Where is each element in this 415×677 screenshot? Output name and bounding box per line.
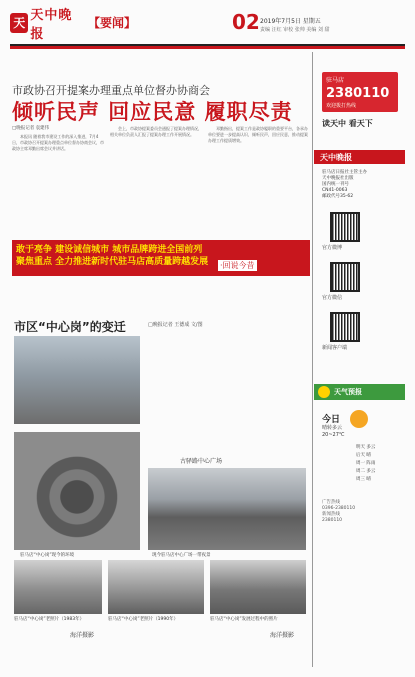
issue-date: 2019年7月5日 星期五 — [260, 18, 321, 25]
today-temp: 20~27℃ — [322, 432, 345, 438]
page-number: 02 — [232, 10, 260, 34]
feature-byline: □晚报记者 王德成 文/图 — [148, 322, 203, 328]
wechat-qr-icon — [330, 262, 360, 292]
masthead-rule — [10, 46, 405, 49]
app-qr-icon — [330, 312, 360, 342]
qr-label: 官方微博 — [322, 245, 343, 251]
info-line: 驻马店日报社主管主办 — [322, 170, 367, 175]
banner-line-2: 聚焦重点 全力推进新时代驻马店高质量跨越发展 — [16, 257, 209, 267]
photo-street-night — [148, 468, 306, 550]
photo-caption: 驻马店“中心岗”发展过程中的照片 — [210, 617, 278, 622]
ad-number: 2380110 — [326, 86, 390, 101]
weibo-qr-icon — [330, 212, 360, 242]
photo-caption: 驻马店“中心岗”老照片（1990年） — [108, 617, 179, 622]
contact-line: 广告热线 — [322, 500, 340, 505]
photo-1983 — [14, 560, 102, 614]
qr-label: 新闻客户端 — [322, 345, 348, 351]
watch-slogan: 读天中 看天下 — [322, 119, 373, 128]
lead-paragraph: 邓勤指出，提案工作是政协履职的重要平台，各承办单位要进一步提高认识，倾听民声，回应民意，推动提案办理工作提质增效。 — [208, 126, 308, 143]
photo-roundabout — [14, 432, 140, 550]
lead-byline: □晚报记者 袁建伟 — [12, 126, 50, 131]
forecast-row: 周一 阵雨 — [356, 461, 376, 466]
lead-column-2 — [110, 126, 202, 140]
lead-paragraph: 会上，市政协提案委员会通报了提案办理情况，相关单位负责人汇报了提案办理工作开展情况。 — [110, 126, 202, 137]
info-line: 天中晚报社出版 — [322, 176, 354, 181]
banner-subtitle: ·回说今昔 — [220, 261, 255, 270]
photo-caption: 驻马店“中心岗”现今的环境 — [20, 553, 75, 558]
lead-kicker: 市政协召开提案办理重点单位督办协商会 — [12, 84, 210, 97]
contact-line: 0396-2380110 — [322, 506, 356, 511]
lead-headline: 倾听民声 回应民意 履职尽责 — [12, 100, 293, 124]
banner-line-1: 敢于亮争 建设诚信城市 城市品牌跨进全国前列 — [16, 245, 203, 255]
contact-line: 2380110 — [322, 518, 343, 523]
editor-line: 责编 汪红 审校 张帅 美编 刘 甜 — [260, 27, 330, 33]
forecast-row: 明天 多云 — [356, 445, 376, 450]
photo-credit: 海洋摄影 — [270, 632, 295, 639]
photo-center-square — [14, 336, 140, 424]
photo-progress — [210, 560, 306, 614]
forecast-row: 周三 晴 — [356, 477, 371, 482]
photo-caption: 现今驻马店中心广场一带夜景 — [152, 553, 211, 558]
lead-column-1 — [12, 126, 104, 154]
logo-mark: 天 — [10, 13, 28, 33]
today-label: 今日 — [322, 415, 341, 425]
lead-paragraph: 本报讯 随着我市建设工作的深入推进，7月4日，市政协召开提案办理重点单位督办协商会议，市政协主席邓勤出席会议并讲话。 — [12, 134, 104, 151]
watch-bar — [314, 150, 405, 164]
info-line: 国内统一刊号 — [322, 182, 349, 187]
ad-note: 欢迎拨打热线 — [326, 103, 357, 109]
ad-title: 驻马店 — [326, 77, 345, 84]
hotline-ad — [322, 72, 398, 112]
photo-1990 — [108, 560, 204, 614]
section-label: 【要闻】 — [88, 16, 137, 30]
lead-column-3 — [208, 126, 308, 146]
weather-sun-icon — [318, 386, 330, 398]
forecast-row: 周二 多云 — [356, 469, 376, 474]
masthead — [10, 8, 405, 46]
today-weather: 晴转多云 — [322, 425, 343, 431]
contact-line: 新闻热线 — [322, 512, 340, 517]
weather-bar-label: 天气预报 — [334, 388, 362, 396]
forecast-row: 后天 晴 — [356, 453, 371, 458]
contact-block — [322, 500, 355, 524]
watch-bar-label: 天中晚报 — [320, 153, 352, 162]
info-line: 邮政代号35-62 — [322, 194, 354, 199]
slogan-banner — [12, 240, 310, 276]
info-line: CN41-0063 — [322, 188, 348, 193]
feature-title: 市区“中心岗”的变迁 — [14, 320, 126, 334]
photo-credit: 古驿路中心广场 — [180, 458, 223, 465]
paper-logo — [10, 8, 82, 42]
publisher-info — [322, 170, 367, 200]
photo-caption: 驻马店“中心岗”老照片（1983年） — [14, 617, 85, 622]
qr-label: 官方微信 — [322, 295, 343, 301]
paper-name: 天中晚报 — [30, 8, 73, 42]
sunny-icon — [350, 410, 368, 428]
sidebar-divider — [312, 52, 313, 667]
photo-credit: 海洋摄影 — [70, 632, 95, 639]
